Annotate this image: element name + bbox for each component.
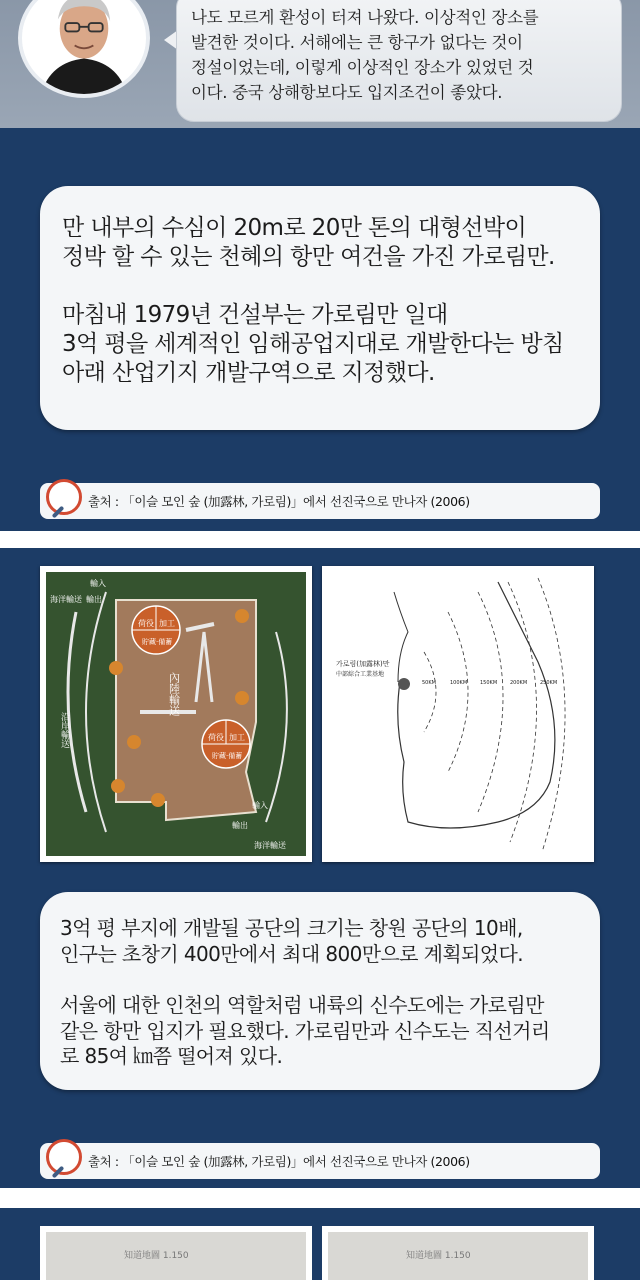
magnifier-icon — [46, 1139, 82, 1175]
source-citation — [40, 1143, 600, 1179]
text-line: 로 85여 ㎞쯤 떨어져 있다. — [60, 1044, 283, 1068]
source-text: 출처 : 「이슬 모인 숲 (加露林, 가로림)」에서 선진국으로 만나자 (2006) — [88, 1154, 470, 1169]
text-line: 만 내부의 수심이 20m로 20만 톤의 대형선박이 — [62, 215, 527, 241]
label-storage: 貯藏·備蓄 — [212, 752, 243, 760]
text-line: 같은 항만 입지가 필요했다. 가로림만과 신수도는 직선거리 — [60, 1018, 550, 1043]
thumb-caption: 知道地圖 1.150 — [406, 1251, 471, 1261]
label-storage: 貯藏·備蓄 — [142, 638, 173, 646]
label-process: 加工 — [229, 733, 245, 742]
magnifier-icon — [46, 479, 82, 515]
text-line: 3억 평 부지에 개발될 공단의 크기는 창원 공단의 10배, — [60, 916, 523, 940]
label-cargo: 荷役 — [208, 733, 224, 742]
label-input-top: 輸入 — [90, 579, 106, 588]
port-diagram-figure — [40, 566, 312, 862]
map-radius-label: 50KM — [422, 680, 436, 686]
portrait-image — [22, 0, 146, 94]
label-output-top: 輸出 — [86, 595, 102, 604]
paragraph-gap — [60, 967, 584, 993]
label-marine-bottom: 海洋輸送 — [254, 841, 286, 850]
label-coastal: 沿岸輸送 — [59, 712, 69, 748]
quote-line: 이다. 중국 상해항보다도 입지조건이 좋았다. — [191, 83, 503, 102]
label-input-bottom: 輸入 — [252, 801, 268, 810]
map-thumbnail — [40, 1226, 312, 1280]
text-line: 3억 평을 세계적인 임해공업지대로 개발한다는 방침 — [62, 331, 564, 357]
label-cargo: 荷役 — [138, 619, 154, 628]
section-divider — [0, 531, 640, 548]
paragraph-gap — [62, 272, 580, 301]
map-radius-label: 250KM — [540, 680, 558, 686]
map-place-label: 가로림(加露林)만 — [336, 660, 390, 668]
map-thumbnail — [322, 1226, 594, 1280]
label-process: 加工 — [159, 619, 175, 628]
source-text: 출처 : 「이슬 모인 숲 (加露林, 가로림)」에서 선진국으로 만나자 (2006) — [88, 494, 470, 509]
label-output-bottom: 輸出 — [232, 821, 248, 830]
text-line: 서울에 대한 인천의 역할처럼 내륙의 신수도에는 가로림만 — [60, 993, 544, 1017]
source-citation — [40, 483, 600, 519]
label-marine-top: 海洋輸送 — [50, 595, 82, 604]
quote-bubble — [176, 0, 622, 122]
map-radius-label: 150KM — [480, 680, 498, 686]
text-bubble — [40, 186, 600, 430]
thumb-caption: 知道地圖 1.150 — [124, 1251, 189, 1261]
quote-line: 발견한 것이다. 서해에는 큰 항구가 없다는 것이 — [191, 33, 523, 52]
distance-map-figure — [322, 566, 594, 862]
port-diagram — [46, 572, 306, 856]
map-radius-label: 100KM — [450, 680, 468, 686]
text-line: 마침내 1979년 건설부는 가로림만 일대 — [62, 302, 448, 328]
text-line: 인구는 초창기 400만에서 최대 800만으로 계획되었다. — [60, 941, 523, 966]
quote-line: 정설이었는데, 이렇게 이상적인 장소가 있었던 것 — [191, 58, 534, 77]
text-line: 정박 할 수 있는 천혜의 항만 여건을 가진 가로림만. — [62, 244, 555, 270]
map-sub-label: 中部綜合工業基地 — [336, 671, 385, 678]
section-divider — [0, 1188, 640, 1208]
label-inland: 內陸輸送 — [167, 672, 181, 716]
quote-line: 나도 모르게 환성이 터져 나왔다. 이상적인 장소를 — [191, 8, 539, 27]
map-radius-label: 200KM — [510, 680, 528, 686]
distance-map — [328, 572, 588, 856]
text-bubble — [40, 892, 600, 1090]
text-line: 아래 산업기지 개발구역으로 지정했다. — [62, 360, 435, 386]
